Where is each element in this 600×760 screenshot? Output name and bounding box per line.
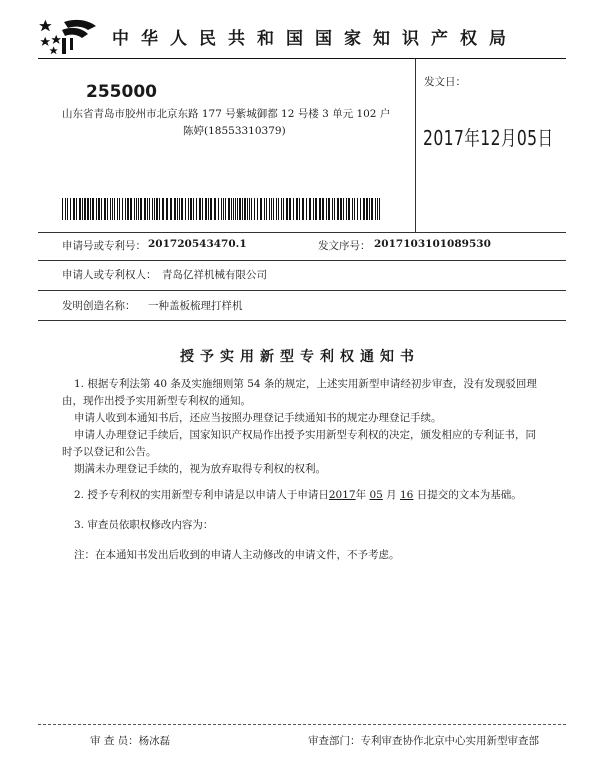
barcode-bar [87, 198, 89, 220]
p2-year: 2017 [328, 489, 356, 501]
barcode-bar [239, 198, 241, 220]
barcode-bar [110, 198, 111, 220]
barcode-bar [328, 198, 330, 220]
row-rule-2 [38, 290, 566, 291]
barcode-bar [208, 198, 209, 220]
barcode-bar [281, 198, 282, 220]
barcode-bar [366, 198, 368, 220]
barcode-bar [269, 198, 270, 220]
barcode-bar [149, 198, 150, 220]
barcode-bar [156, 198, 158, 220]
barcode-bar [313, 198, 314, 220]
barcode-bar [254, 198, 255, 220]
p2-suffix: 日提交的文本为基础。 [416, 489, 522, 501]
barcode-bar [174, 198, 176, 220]
note [74, 547, 400, 564]
p2-month: 05 [369, 489, 383, 501]
p2-day: 16 [400, 489, 414, 501]
barcode-bar [228, 198, 230, 220]
paragraph-1 [62, 376, 540, 410]
barcode-bar [322, 198, 324, 220]
barcode-bar [70, 198, 71, 220]
barcode-bar [98, 198, 100, 220]
barcode-bar [348, 198, 350, 220]
barcode-bar [92, 198, 94, 220]
paragraph-1b-text: 申请人收到本通知书后，还应当按照办理登记手续通知书的规定办理登记手续。 [74, 412, 442, 424]
row-rule-3 [38, 320, 566, 321]
paragraph-1b [62, 410, 540, 427]
barcode-bar [107, 198, 108, 220]
barcode-bar [218, 198, 219, 220]
barcode-bar [166, 198, 168, 220]
barcode-bar [278, 198, 279, 220]
barcode-bar [326, 198, 327, 220]
barcode-bar [170, 198, 172, 220]
barcode-bar [360, 198, 361, 220]
barcode-bar [214, 198, 216, 220]
barcode-bar [264, 198, 265, 220]
barcode-bar [76, 198, 77, 220]
invention-label: 发明创造名称： [62, 300, 136, 312]
barcode-bar [205, 198, 207, 220]
info-top-rule [38, 232, 566, 233]
barcode-bar [185, 198, 186, 220]
barcode-bar [334, 198, 335, 220]
barcode-bar [101, 198, 102, 220]
paragraph-2 [74, 487, 522, 504]
barcode-bar [283, 198, 284, 220]
barcode-bar [90, 198, 91, 220]
serial-no-label: 发文序号： [318, 240, 371, 252]
barcode-bar [244, 198, 246, 220]
barcode-bar [375, 198, 376, 220]
barcode-bar [332, 198, 333, 220]
examiner: 审 查 员：杨冰磊 [90, 735, 171, 747]
department: 审查部门：专利审查协作北京中心实用新型审查部 [308, 735, 539, 747]
paragraph-1c-text: 申请人办理登记手续后，国家知识产权局作出授予实用新型专利权的决定，颁发相应的专利证书，同时予以登记和公告。 [62, 429, 536, 458]
application-no: 201720543470.1 [148, 238, 247, 250]
barcode-bar [73, 198, 75, 220]
barcode-bar [65, 198, 66, 220]
paragraph-3 [74, 517, 213, 534]
p2-year-unit: 年 [355, 489, 367, 501]
barcode-bar [199, 198, 201, 220]
barcode-bar [299, 198, 300, 220]
barcode-bar [340, 198, 342, 220]
barcode-bar [273, 198, 274, 220]
barcode-bar [251, 198, 252, 220]
notice-title: 授予实用新型专利权通知书 [180, 349, 420, 365]
note-text: 注：在本通知书发出后收到的申请人主动修改的申请文件，不予考虑。 [74, 549, 400, 561]
applicant: 青岛亿祥机械有限公司 [162, 269, 267, 281]
barcode-bar [289, 198, 291, 220]
barcode-bar [152, 198, 153, 220]
paragraph-1d [62, 461, 540, 478]
barcode-bar [140, 198, 142, 220]
barcode-bar [309, 198, 311, 220]
paragraph-1-text: 1. 根据专利法第 40 条及实施细则第 54 条的规定，上述实用新型申请经初步审查，没有发现驳回理由，现作出授予实用新型专利权的通知。 [62, 378, 537, 407]
mailing-address: 山东省青岛市胶州市北京东路 177 号紫城御都 12 号楼 3 单元 102 户 [62, 108, 391, 120]
barcode-bar [315, 198, 317, 220]
barcode-bar [379, 198, 380, 220]
barcode-bar [119, 198, 120, 220]
barcode-bar [114, 198, 115, 220]
barcode-bar [276, 198, 277, 220]
barcode-bar [319, 198, 321, 220]
barcode-bar [196, 198, 197, 220]
barcode-bar [134, 198, 135, 220]
barcode-bar [293, 198, 294, 220]
paragraph-1c [62, 427, 540, 461]
barcode-bar [181, 198, 183, 220]
barcode-bar [235, 198, 236, 220]
barcode-bar [112, 198, 113, 220]
barcode-bar [296, 198, 298, 220]
barcode-bar [260, 198, 262, 220]
barcode-bar [221, 198, 222, 220]
dispatch-date-label: 发文日： [424, 76, 466, 88]
barcode-bar [337, 198, 339, 220]
barcode-bar [202, 198, 203, 220]
barcode-bar [117, 198, 118, 220]
barcode-bar [302, 198, 304, 220]
dispatch-date: 2017年12月05日 [423, 126, 554, 150]
barcode-bar [179, 198, 180, 220]
barcode-bar [96, 198, 97, 220]
office-name: 中华人民共和国国家知识产权局 [112, 29, 518, 49]
barcode-bar [233, 198, 234, 220]
recipient: 陈婷(18553310379) [183, 125, 286, 137]
barcode-bar [136, 198, 137, 220]
barcode-bar [343, 198, 344, 220]
barcode-bar [354, 198, 355, 220]
barcode [62, 198, 384, 220]
barcode-bar [371, 198, 373, 220]
paragraph-1d-text: 期满未办理登记手续的，视为放弃取得专利权的权利。 [74, 463, 326, 475]
barcode-bar [271, 198, 272, 220]
barcode-bar [247, 198, 248, 220]
barcode-bar [242, 198, 243, 220]
barcode-bar [306, 198, 307, 220]
barcode-bar [130, 198, 132, 220]
barcode-bar [144, 198, 146, 220]
barcode-bar [286, 198, 288, 220]
barcode-bar [257, 198, 258, 220]
barcode-bar [223, 198, 224, 220]
barcode-bar [225, 198, 226, 220]
barcode-bar [266, 198, 267, 220]
barcode-bar [125, 198, 126, 220]
barcode-bar [147, 198, 148, 220]
postcode: 255000 [86, 82, 157, 102]
barcode-bar [237, 198, 238, 220]
barcode-bar [190, 198, 192, 220]
barcode-bar [159, 198, 160, 220]
sipo-logo-icon [38, 14, 100, 56]
barcode-bar [231, 198, 232, 220]
barcode-bar [162, 198, 164, 220]
dispatch-divider [415, 59, 416, 232]
barcode-bar [346, 198, 347, 220]
barcode-bar [352, 198, 353, 220]
barcode-bar [122, 198, 123, 220]
footer-rule [38, 724, 566, 725]
barcode-bar [363, 198, 365, 220]
application-no-label: 申请号或专利号： [62, 240, 146, 252]
row-rule-1 [38, 260, 566, 261]
barcode-bar [79, 198, 81, 220]
p3-text: 3. 审查员依职权修改内容为： [74, 519, 214, 531]
barcode-bar [377, 198, 378, 220]
applicant-label: 申请人或专利权人： [62, 269, 157, 281]
barcode-bar [62, 198, 63, 220]
barcode-bar [104, 198, 106, 220]
barcode-bar [357, 198, 358, 220]
barcode-bar [249, 198, 250, 220]
barcode-bar [154, 198, 155, 220]
serial-no: 2017103101089530 [374, 238, 491, 250]
barcode-bar [67, 198, 68, 220]
barcode-bar [177, 198, 178, 220]
invention-name: 一种盖板梳理打样机 [148, 300, 243, 312]
barcode-bar [84, 198, 86, 220]
barcode-bar [193, 198, 194, 220]
p2-month-unit: 月 [386, 489, 397, 501]
p2-prefix: 2. 授予专利权的实用新型专利申请是以申请人于申请日 [74, 489, 329, 501]
barcode-bar [188, 198, 189, 220]
barcode-bar [210, 198, 212, 220]
barcode-bar [369, 198, 370, 220]
barcode-bar [127, 198, 129, 220]
barcode-bar [82, 198, 83, 220]
header-rule [38, 58, 566, 59]
barcode-bar [138, 198, 139, 220]
